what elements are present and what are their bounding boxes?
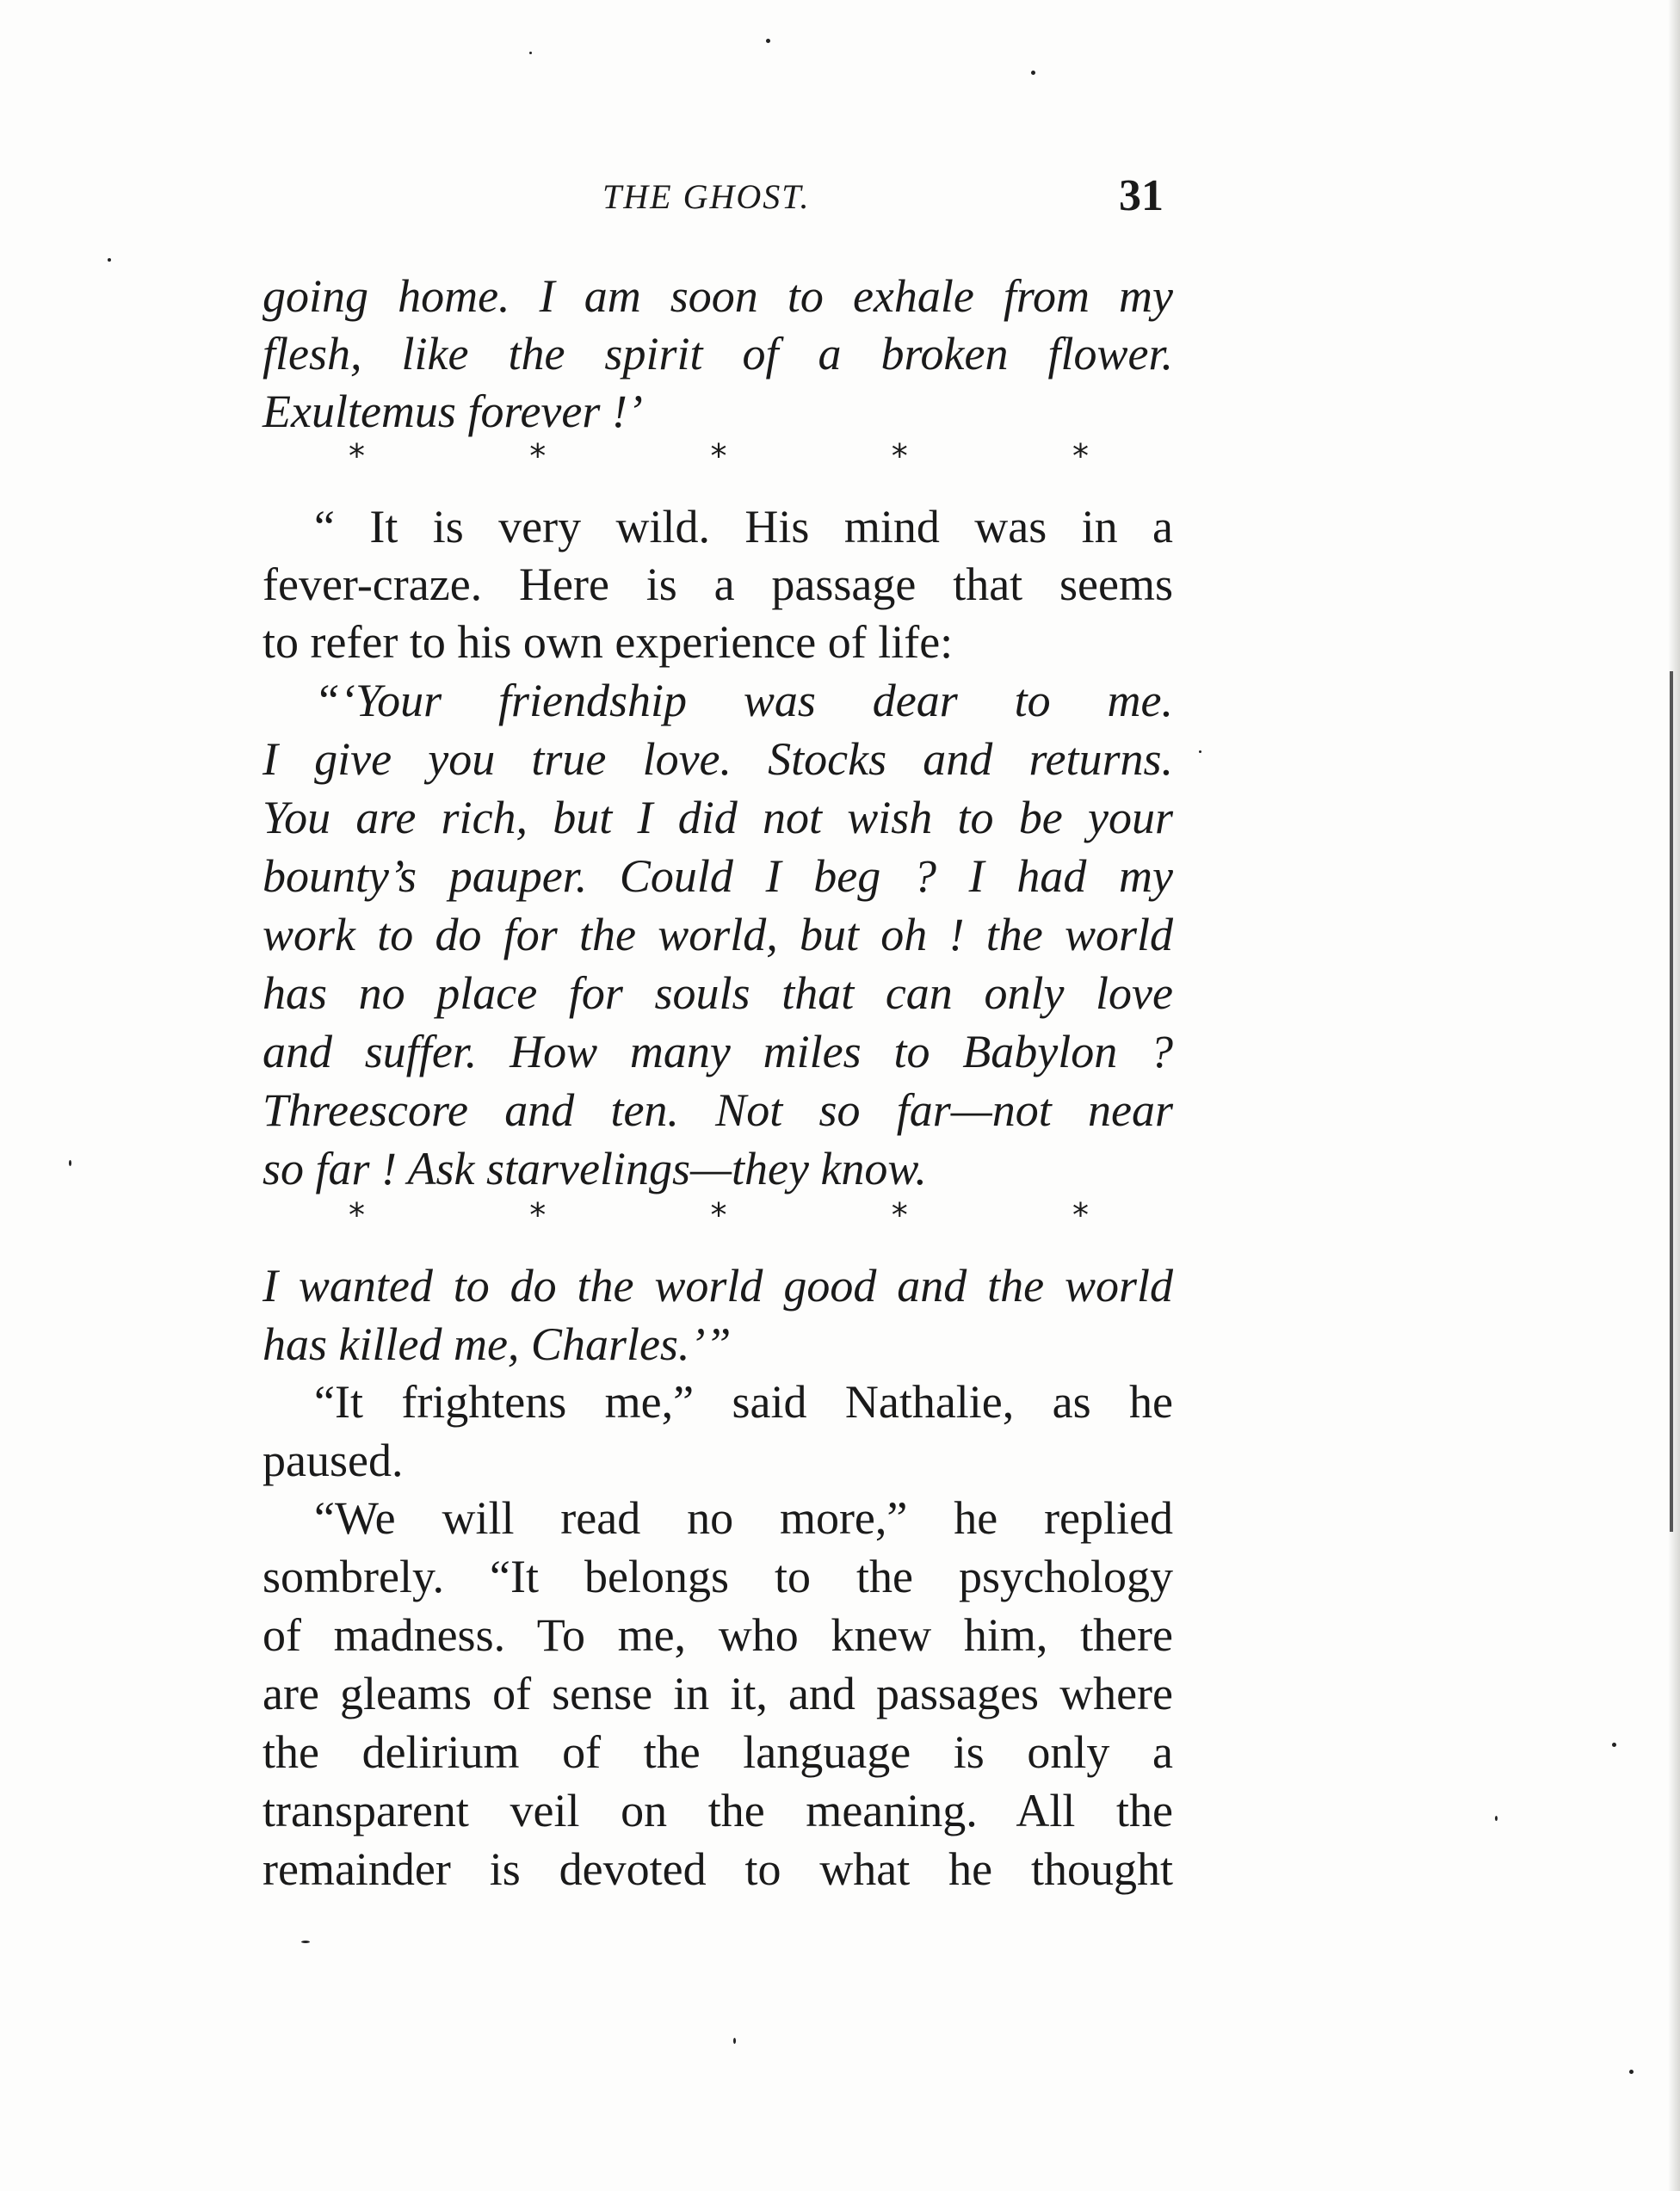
scan-speck bbox=[1031, 71, 1035, 75]
text-line: and suffer. How many miles to Babylon ? bbox=[262, 1026, 1173, 1077]
text-line: remainder is devoted to what he thought bbox=[262, 1843, 1173, 1895]
text-line: “It frightens me,” said Nathalie, as he bbox=[314, 1376, 1173, 1428]
text-line: of madness. To me, who knew him, there bbox=[262, 1609, 1173, 1661]
text-line: “ It is very wild. His mind was in a bbox=[314, 501, 1173, 552]
asterisk: * bbox=[349, 1196, 365, 1234]
text-line: bounty’s pauper. Could I beg ? I had my bbox=[262, 850, 1173, 902]
asterisk: * bbox=[710, 437, 727, 475]
asterisk: * bbox=[1072, 1196, 1089, 1234]
text-line: I give you true love. Stocks and returns. bbox=[262, 733, 1173, 785]
text-line: the delirium of the language is only a bbox=[262, 1726, 1173, 1778]
text-line: are gleams of sense in it, and passages where bbox=[262, 1668, 1173, 1719]
text-line: paused. bbox=[262, 1435, 404, 1486]
text-line: going home. I am soon to exhale from my bbox=[262, 270, 1173, 322]
asterisk: * bbox=[891, 1196, 908, 1234]
asterisk: * bbox=[529, 1196, 547, 1234]
asterisk: * bbox=[710, 1196, 727, 1234]
text-line: Exultemus forever !’ bbox=[262, 386, 643, 437]
text-line: work to do for the world, but oh ! the world bbox=[262, 909, 1173, 960]
scan-speck bbox=[733, 2038, 736, 2044]
text-line: I wanted to do the world good and the world bbox=[262, 1260, 1173, 1312]
text-line: “‘Your friendship was dear to me. bbox=[314, 675, 1173, 726]
asterisk: * bbox=[1072, 437, 1089, 475]
text-line: “We will read no more,” he replied bbox=[314, 1492, 1173, 1544]
page-number: 31 bbox=[1119, 171, 1164, 220]
text-line: Threescore and ten. Not so far—not near bbox=[262, 1084, 1173, 1136]
page-edge-line bbox=[1670, 671, 1673, 1532]
text-line: to refer to his own experience of life: bbox=[262, 616, 954, 668]
text-line: flesh, like the spirit of a broken flower. bbox=[262, 328, 1173, 380]
scan-speck bbox=[529, 52, 532, 54]
asterisk: * bbox=[349, 437, 365, 475]
scan-speck bbox=[1495, 1816, 1498, 1821]
scan-speck bbox=[1612, 1743, 1616, 1747]
scan-speck bbox=[1199, 750, 1201, 753]
text-line: has no place for souls that can only love bbox=[262, 967, 1173, 1019]
scan-speck bbox=[301, 1941, 310, 1943]
asterism-divider bbox=[349, 1196, 1089, 1234]
scan-speck bbox=[1629, 2070, 1634, 2074]
scan-speck bbox=[69, 1160, 71, 1166]
scan-speck bbox=[766, 39, 770, 43]
text-line: fever-craze. Here is a passage that seems bbox=[262, 559, 1173, 610]
asterism-divider bbox=[349, 437, 1089, 475]
text-line: transparent veil on the meaning. All the bbox=[262, 1785, 1173, 1836]
asterisk: * bbox=[891, 437, 908, 475]
text-line: has killed me, Charles.’” bbox=[262, 1318, 732, 1370]
asterisk: * bbox=[529, 437, 547, 475]
scan-speck bbox=[108, 258, 111, 262]
text-line: sombrely. “It belongs to the psychology bbox=[262, 1551, 1173, 1602]
running-title: THE GHOST. bbox=[602, 177, 811, 216]
text-line: so far ! Ask starvelings—they know. bbox=[262, 1143, 927, 1194]
text-line: You are rich, but I did not wish to be your bbox=[262, 792, 1173, 843]
